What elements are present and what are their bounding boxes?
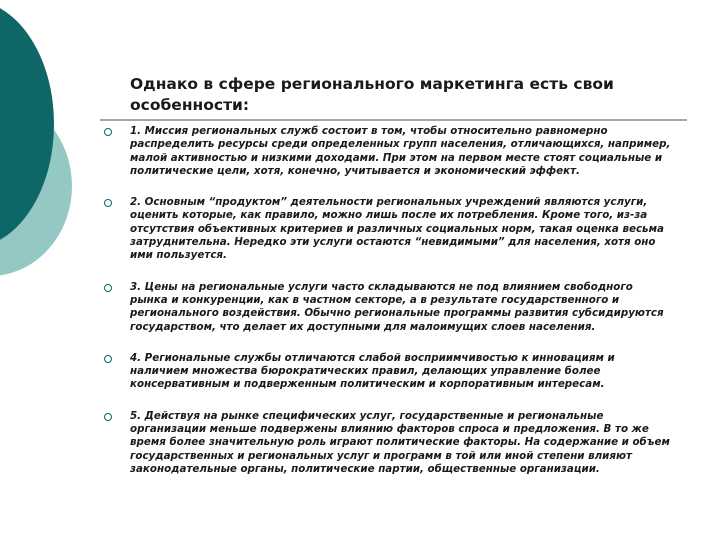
list-item [104, 281, 674, 334]
title-divider [100, 119, 687, 121]
bullet-circle-icon [104, 284, 112, 292]
bullet-circle-icon [104, 355, 112, 363]
list-item-text: 3. Цены на региональные услуги часто складываются не под влиянием свободного рынка и конкуренции, как в частном секторе, а в результате государственного и регионального воздействия. Обычно региональные программы развития субсидируются государством, что делает их доступными для малоимущих слоев населения. [130, 280, 664, 333]
list-item [104, 410, 674, 476]
list-item [104, 125, 674, 178]
bullet-circle-icon [104, 199, 112, 207]
bullet-circle-icon [104, 128, 112, 136]
list-item-text: 4. Региональные службы отличаются слабой восприимчивостью к инновациям и наличием множества бюрократических правил, делающих управление более консервативным и подверженным политическим и корпоративным интересам. [130, 351, 615, 391]
list-item-text: 2. Основным “продуктом” деятельности региональных учреждений являются услуги, оценить которые, как правило, можно лишь после их потребления. Кроме того, из-за отсутствия объективных критериев и различных социальных норм, такая оценка весьма затруднительна. Нередко эти услуги остаются “невидимыми” для населения, хотя оно ими пользуется. [130, 196, 664, 262]
list-item [104, 196, 674, 262]
list-item-text: 5. Действуя на рынке специфических услуг, государственные и региональные организации меньше подвержены влиянию факторов спроса и предложения. В то же время более значительную роль играют политические факторы. На содержание и объем государственных и региональных услуг и программ в той или иной степени влияют законодательные органы, политические партии, общественные организации. [130, 409, 670, 475]
slide-title: Однако в сфере регионального маркетинга есть свои особенности: [130, 75, 614, 114]
bullet-list [104, 125, 674, 494]
bullet-circle-icon [104, 413, 112, 421]
list-item-text: 1. Миссия региональных служб состоит в том, чтобы относительно равномерно распределить ресурсы среди определенных групп населения, отличающихся, например, малой активностью и низкими доходами. При этом на первом месте стоят социальные и политические цели, хотя, конечно, учитывается и экономический эффект. [130, 125, 671, 177]
list-item [104, 352, 674, 392]
